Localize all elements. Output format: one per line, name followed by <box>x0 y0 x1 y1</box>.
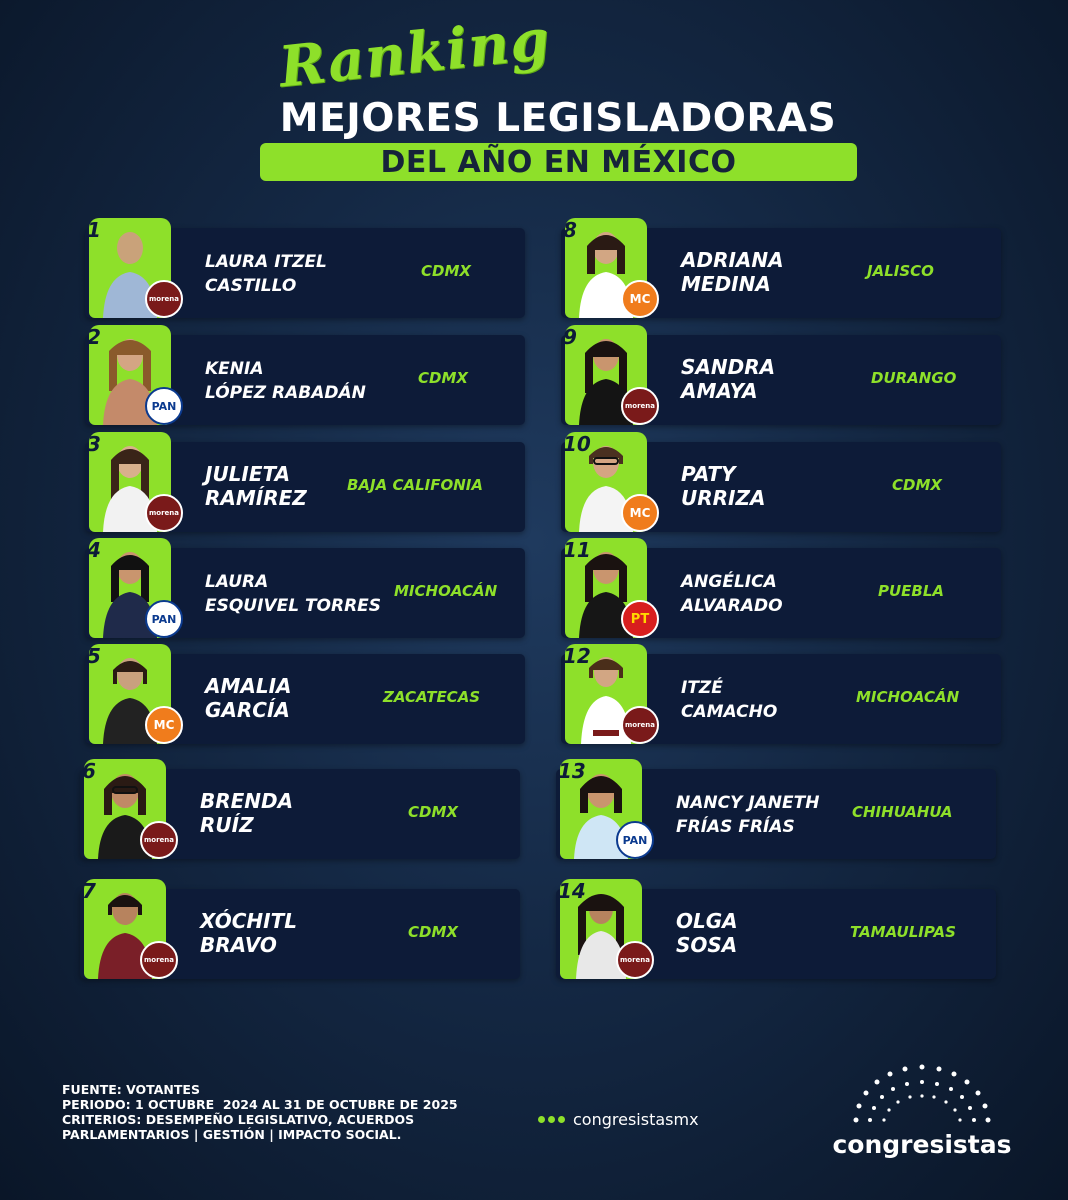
rank-number: 12 <box>563 644 591 668</box>
ranking-card-13 <box>556 759 996 859</box>
legislator-name <box>205 357 405 405</box>
name-line-2: MEDINA <box>681 272 771 296</box>
legislator-name <box>681 676 881 724</box>
footer-criteria-2: PARLAMENTARIOS | GESTIÓN | IMPACTO SOCIAL. <box>62 1127 402 1142</box>
state-label: MICHOACÁN <box>856 688 960 706</box>
rank-number: 9 <box>563 325 577 349</box>
name-line-1: LAURA ITZEL <box>205 252 327 272</box>
name-line-1: ITZÉ <box>681 678 723 698</box>
party-logo-morena: morena <box>621 387 659 425</box>
ranking-card-9 <box>561 325 1001 425</box>
ranking-card-7 <box>80 879 520 979</box>
name-line-1: BRENDA <box>200 789 294 813</box>
state-label: BAJA CALIFONIA <box>347 476 483 494</box>
legislator-name <box>200 909 400 957</box>
name-line-1: LAURA <box>205 572 269 592</box>
legislator-name <box>681 570 881 618</box>
legislator-name <box>205 674 405 722</box>
name-line-1: KENIA <box>205 359 264 379</box>
rank-number: 7 <box>82 879 96 903</box>
rank-number: 11 <box>563 538 591 562</box>
party-logo-mc: MC <box>145 706 183 744</box>
rank-number: 6 <box>82 759 96 783</box>
party-logo-mc: MC <box>621 494 659 532</box>
name-line-2: LÓPEZ RABADÁN <box>205 383 366 403</box>
party-logo-morena: morena <box>616 941 654 979</box>
rank-number: 2 <box>87 325 101 349</box>
party-logo-morena: morena <box>145 280 183 318</box>
name-line-1: AMALIA <box>205 674 292 698</box>
state-label: DURANGO <box>871 369 957 387</box>
ranking-card-14 <box>556 879 996 979</box>
name-line-2: AMAYA <box>681 379 758 403</box>
rank-number: 8 <box>563 218 577 242</box>
name-line-1: JULIETA <box>205 462 291 486</box>
ranking-card-5 <box>85 644 525 744</box>
name-line-1: OLGA <box>676 909 738 933</box>
name-line-2: CASTILLO <box>205 276 297 296</box>
dots-icon <box>538 1116 565 1123</box>
brand-name: congresistas <box>832 1130 1012 1159</box>
legislator-name <box>676 909 876 957</box>
party-logo-morena: morena <box>140 821 178 859</box>
rank-number: 5 <box>87 644 101 668</box>
name-line-1: ADRIANA <box>681 248 784 272</box>
ranking-card-10 <box>561 432 1001 532</box>
legislator-name <box>681 355 881 403</box>
name-line-2: ESQUIVEL TORRES <box>205 596 382 616</box>
state-label: CDMX <box>418 369 468 387</box>
state-label: ZACATECAS <box>383 688 481 706</box>
rank-number: 13 <box>558 759 586 783</box>
congresistas-logo <box>832 1058 1012 1168</box>
name-line-2: ALVARADO <box>681 596 783 616</box>
rank-number: 10 <box>563 432 591 456</box>
legislator-name <box>681 462 881 510</box>
name-line-1: ANGÉLICA <box>681 572 777 592</box>
party-logo-morena: morena <box>140 941 178 979</box>
ranking-card-6 <box>80 759 520 859</box>
party-logo-morena: morena <box>621 706 659 744</box>
social-handle[interactable] <box>538 1110 699 1129</box>
ranking-card-3 <box>85 432 525 532</box>
name-line-2: GARCÍA <box>205 698 290 722</box>
state-label: CDMX <box>892 476 942 494</box>
legislator-name <box>205 570 405 618</box>
name-line-2: FRÍAS FRÍAS <box>676 817 795 837</box>
state-label: CDMX <box>408 803 458 821</box>
rank-number: 14 <box>558 879 586 903</box>
party-logo-mc: MC <box>621 280 659 318</box>
rank-number: 4 <box>87 538 101 562</box>
title-band: DEL AÑO EN MÉXICO <box>260 143 857 181</box>
legislator-name <box>200 789 400 837</box>
ranking-card-2 <box>85 325 525 425</box>
party-logo-pan: PAN <box>616 821 654 859</box>
name-line-1: SANDRA <box>681 355 776 379</box>
legislator-name <box>676 791 876 839</box>
name-line-2: RUÍZ <box>200 813 254 837</box>
rank-number: 1 <box>87 218 101 242</box>
state-label: JALISCO <box>867 262 934 280</box>
name-line-1: PATY <box>681 462 736 486</box>
name-line-2: CAMACHO <box>681 702 778 722</box>
ranking-card-12 <box>561 644 1001 744</box>
name-line-2: SOSA <box>676 933 738 957</box>
handle-text: congresistasmx <box>573 1110 699 1129</box>
rank-number: 3 <box>87 432 101 456</box>
page-title: MEJORES LEGISLADORAS <box>279 96 837 141</box>
name-line-2: URRIZA <box>681 486 766 510</box>
footer-criteria-1: CRITERIOS: DESEMPEÑO LEGISLATIVO, ACUERDOS <box>62 1112 415 1127</box>
ranking-script-title: Ranking <box>275 6 554 101</box>
ranking-card-1 <box>85 218 525 318</box>
ranking-card-8 <box>561 218 1001 318</box>
footer-source: FUENTE: VOTANTES <box>62 1082 200 1097</box>
congress-arc-icon <box>832 1058 1012 1130</box>
party-logo-pan: PAN <box>145 387 183 425</box>
party-logo-pan: PAN <box>145 600 183 638</box>
state-label: CDMX <box>421 262 471 280</box>
footer-period: PERIODO: 1 OCTUBRE 2024 AL 31 DE OCTUBRE DE 2025 <box>62 1097 458 1112</box>
footer-notes <box>62 1082 482 1142</box>
party-logo-morena: morena <box>145 494 183 532</box>
state-label: TAMAULIPAS <box>850 923 956 941</box>
name-line-2: RAMÍREZ <box>205 486 307 510</box>
name-line-1: XÓCHITL <box>200 909 297 933</box>
legislator-name <box>205 250 405 298</box>
legislator-name <box>681 248 881 296</box>
ranking-card-4 <box>85 538 525 638</box>
ranking-card-11 <box>561 538 1001 638</box>
party-logo-pt: PT <box>621 600 659 638</box>
state-label: PUEBLA <box>878 582 945 600</box>
name-line-2: BRAVO <box>200 933 277 957</box>
name-line-1: NANCY JANETH <box>676 793 820 813</box>
state-label: CHIHUAHUA <box>852 803 953 821</box>
state-label: MICHOACÁN <box>394 582 498 600</box>
state-label: CDMX <box>408 923 458 941</box>
